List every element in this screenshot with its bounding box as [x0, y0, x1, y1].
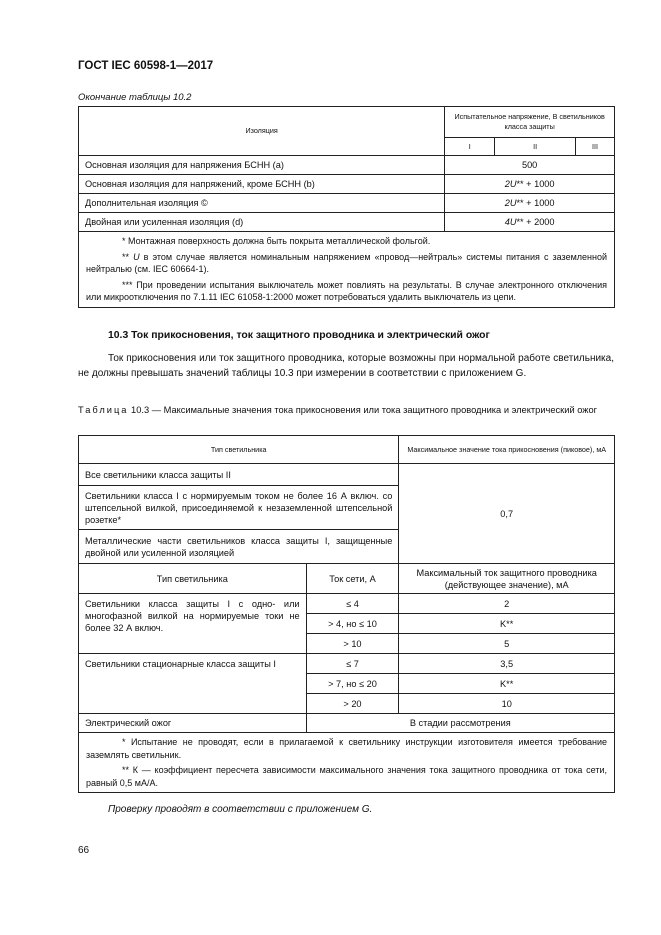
table-row [79, 213, 615, 232]
touch-current-value: 0,7 [399, 464, 615, 564]
row-label: Дополнительная изоляция © [79, 194, 445, 213]
supply-current-cell: ≤ 7 [306, 654, 399, 674]
protective-current-cell: 3,5 [399, 654, 615, 674]
touch-current-value-header: Максимальное значение тока прикосновения (пиковое), мА [399, 436, 615, 464]
supply-current-cell: ≤ 4 [306, 594, 399, 614]
row-value: 500 [445, 156, 615, 175]
row-label: Двойная или усиленная изоляция (d) [79, 213, 445, 232]
protective-type-header: Тип светильника [79, 564, 307, 594]
table-row [79, 194, 615, 213]
protective-current-cell: 5 [399, 634, 615, 654]
protective-current-cell: 10 [399, 694, 615, 714]
table-10-3-caption: Таблица 10.3 — Максимальные значения тока прикосновения или тока защитного проводника и электрический ожог [78, 405, 598, 415]
class-i-header: I [445, 138, 495, 156]
supply-current-cell: > 7, но ≤ 20 [306, 674, 399, 694]
table-10-2-caption: Окончание таблицы 10.2 [78, 92, 192, 103]
col-insulation-header: Изоляция [79, 107, 445, 156]
table-row [79, 156, 615, 175]
table-row [79, 594, 615, 614]
voltage-formula-rest: ** + 1000 [516, 179, 555, 189]
table-row [79, 464, 615, 486]
table-row [79, 175, 615, 194]
document-header: ГОСТ IEC 60598-1—2017 [78, 60, 214, 72]
protective-current-cell: K** [399, 674, 615, 694]
group-2-label: Светильники стационарные класса защиты I [79, 654, 307, 714]
page-number: 66 [78, 845, 90, 856]
burn-label: Электрический ожог [79, 714, 307, 733]
footnote-3: *** При проведении испытания выключатель может повлиять на результаты. В случае электронного отключения или микроотключения по 7.1.11 IEC 61058-1:2000 может потребоваться удалить выключатель из цепи. [86, 279, 607, 302]
supply-current-header: Ток сети, А [306, 564, 399, 594]
table-10-2 [78, 106, 615, 308]
group-1-label: Светильники класса защиты I с одно- или многофазной вилкой на нормируемые токи не более 32 А включ. [79, 594, 307, 654]
protective-current-header: Максимальный ток защитного проводника (действующее значение), мА [399, 564, 615, 594]
footnote-2: ** К — коэффициент пересчета зависимости максимального значения тока защитного проводника от тока сети, равный 0,5 мА/А. [86, 765, 607, 788]
class-ii-header: II [495, 138, 576, 156]
touch-row-label: Металлические части светильников класса защиты I, защищенные двойной или усиленной изоляцией [79, 530, 399, 564]
col-test-voltage-header: Испытательное напряжение, В светильников класса защиты [445, 107, 615, 138]
voltage-formula-rest: ** + 1000 [516, 198, 555, 208]
touch-row-label: Все светильники класса защиты II [79, 464, 399, 486]
section-paragraph: Ток прикосновения или ток защитного проводника, которые возможны при нормальной работе светильника, не должны превышать значений таблицы 10.3 при измерении в соответствии с приложением G. [78, 353, 614, 379]
supply-current-cell: > 20 [306, 694, 399, 714]
protective-current-cell: 2 [399, 594, 615, 614]
touch-current-type-header: Тип светильника [79, 436, 399, 464]
row-label: Основная изоляция для напряжения БСНН (а) [79, 156, 445, 175]
voltage-formula-rest: ** + 2000 [516, 217, 555, 227]
footnote-1: * Испытание не проводят, если в прилагаемой к светильнику инструкции изготовителя имеется требование заземлять светильник. [86, 737, 607, 760]
row-value [445, 175, 615, 194]
table-row [79, 654, 615, 674]
supply-current-cell: > 4, но ≤ 10 [306, 614, 399, 634]
row-value [445, 213, 615, 232]
burn-value: В стадии рассмотрения [306, 714, 614, 733]
class-iii-header: III [576, 138, 615, 156]
row-label: Основная изоляция для напряжений, кроме БСНН (b) [79, 175, 445, 194]
table-row [79, 714, 615, 733]
protective-current-cell: K** [399, 614, 615, 634]
voltage-formula-u: 4U [504, 217, 517, 227]
row-value [445, 194, 615, 213]
voltage-formula-u: 2U [504, 198, 517, 208]
supply-current-cell: > 10 [306, 634, 399, 654]
voltage-formula-u: 2U [504, 179, 517, 189]
footnote-2: ** U в этом случае является номинальным напряжением «провод—нейтраль» системы питания с заземленной нейтралью (см. IEC 60664-1). [86, 251, 608, 274]
footnote-1: * Монтажная поверхность должна быть покрыта металлической фольгой. [122, 236, 431, 246]
table-10-3 [78, 435, 615, 793]
table-10-2-footnotes [79, 232, 615, 308]
table-10-3-footnotes [79, 733, 615, 793]
verification-note: Проверку проводят в соответствии с приложением G. [108, 804, 373, 815]
touch-row-label: Светильники класса I с нормируемым током не более 16 А включ. со штепсельной вилкой, присоединяемой к незаземленной штепсельной розетке* [79, 486, 399, 530]
section-heading: 10.3 Ток прикосновения, ток защитного проводника и электрический ожог [108, 330, 490, 341]
